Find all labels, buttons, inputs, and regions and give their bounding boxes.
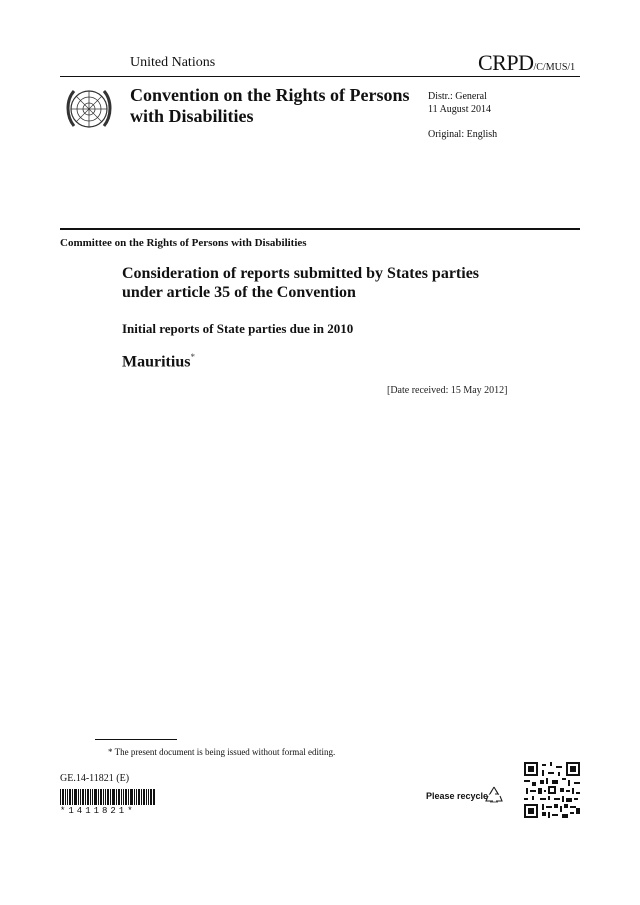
qr-code-icon bbox=[524, 762, 580, 818]
section-rule bbox=[60, 228, 580, 230]
job-number: GE.14-11821 (E) bbox=[60, 773, 130, 784]
document-symbol bbox=[478, 50, 575, 76]
document-date: 11 August 2014 bbox=[428, 104, 491, 115]
symbol-main: CRPD bbox=[478, 50, 534, 75]
footnote-rule bbox=[95, 739, 177, 740]
country-heading bbox=[122, 352, 195, 371]
footnote: * The present document is being issued without formal editing. bbox=[108, 747, 336, 757]
date-received: [Date received: 15 May 2012] bbox=[387, 385, 508, 396]
barcode-text: *1411821* bbox=[60, 806, 136, 816]
recycle-icon bbox=[484, 785, 504, 805]
committee-name: Committee on the Rights of Persons with Disabilities bbox=[60, 237, 307, 249]
document-subtitle: Initial reports of State parties due in 2010 bbox=[122, 321, 354, 336]
convention-title: Convention on the Rights of Persons with Disabilities bbox=[130, 85, 410, 126]
organization-name: United Nations bbox=[130, 55, 216, 70]
symbol-suffix: /C/MUS/1 bbox=[533, 62, 576, 73]
header-rule bbox=[60, 76, 580, 77]
un-emblem-icon bbox=[62, 82, 116, 136]
footnote-marker: * bbox=[190, 352, 195, 362]
original-language: Original: English bbox=[428, 129, 498, 140]
distribution-text: Distr.: General bbox=[428, 91, 487, 102]
country-name: Mauritius bbox=[122, 353, 191, 371]
recycle-text: Please recycle bbox=[426, 791, 489, 801]
distribution-block bbox=[428, 90, 491, 116]
document-title: Consideration of reports submitted by States parties under article 35 of the Convention bbox=[122, 265, 480, 301]
barcode-icon bbox=[60, 789, 155, 805]
